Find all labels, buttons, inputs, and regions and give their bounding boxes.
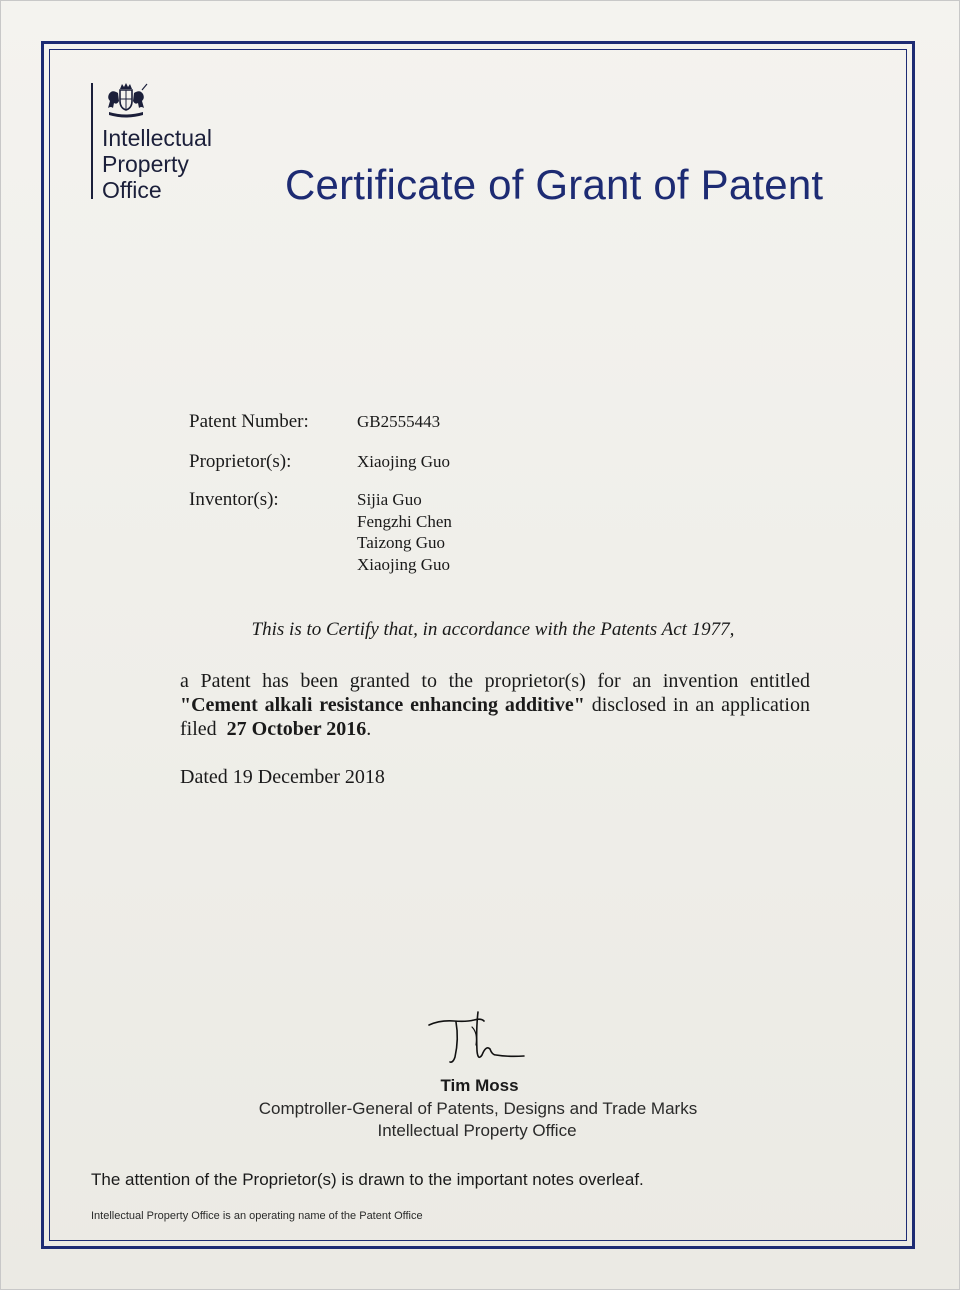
proprietor-label: Proprietor(s): bbox=[189, 451, 292, 472]
inventors-label: Inventor(s): bbox=[189, 489, 279, 510]
office-name-line-1: Intellectual bbox=[102, 125, 212, 151]
footnote: Intellectual Property Office is an operating name of the Patent Office bbox=[91, 1210, 423, 1222]
logo-rule bbox=[91, 83, 93, 199]
invention-title: "Cement alkali resistance enhancing additive" bbox=[180, 694, 585, 716]
royal-coat-of-arms-icon bbox=[101, 81, 151, 119]
handwritten-signature bbox=[426, 1009, 531, 1071]
certificate-title: Certificate of Grant of Patent bbox=[285, 161, 824, 208]
patent-number-label: Patent Number: bbox=[189, 411, 309, 432]
inventor-item: Taizong Guo bbox=[357, 533, 446, 552]
signatory-role: Comptroller-General of Patents, Designs and Trade Marks bbox=[258, 1099, 698, 1118]
proprietor-value: Xiaojing Guo bbox=[357, 452, 451, 471]
grant-date: Dated 19 December 2018 bbox=[180, 766, 385, 788]
inventor-item: Sijia Guo bbox=[357, 490, 422, 509]
signatory-name: Tim Moss bbox=[440, 1076, 519, 1095]
office-name-line-3: Office bbox=[102, 177, 162, 203]
inventor-item: Fengzhi Chen bbox=[357, 512, 452, 531]
inventor-item: Xiaojing Guo bbox=[357, 555, 451, 574]
attention-note: The attention of the Proprietor(s) is drawn to the important notes overleaf. bbox=[91, 1170, 644, 1189]
office-name bbox=[102, 125, 212, 203]
grant-suffix: . bbox=[366, 718, 372, 740]
signatory-block bbox=[1, 1075, 959, 1142]
ipo-logo bbox=[91, 81, 251, 201]
certify-statement: This is to Certify that, in accordance with the Patents Act 1977, bbox=[251, 619, 735, 640]
patent-number-value: GB2555443 bbox=[357, 412, 441, 431]
grant-middle: disclosed in an application filed bbox=[180, 694, 810, 740]
grant-prefix: a Patent has been granted to the proprietor(s) for an invention entitled bbox=[180, 670, 810, 692]
filing-date: 27 October 2016 bbox=[226, 718, 367, 740]
office-name-line-2: Property bbox=[102, 151, 189, 177]
signatory-office: Intellectual Property Office bbox=[377, 1121, 577, 1140]
grant-paragraph bbox=[180, 669, 810, 741]
